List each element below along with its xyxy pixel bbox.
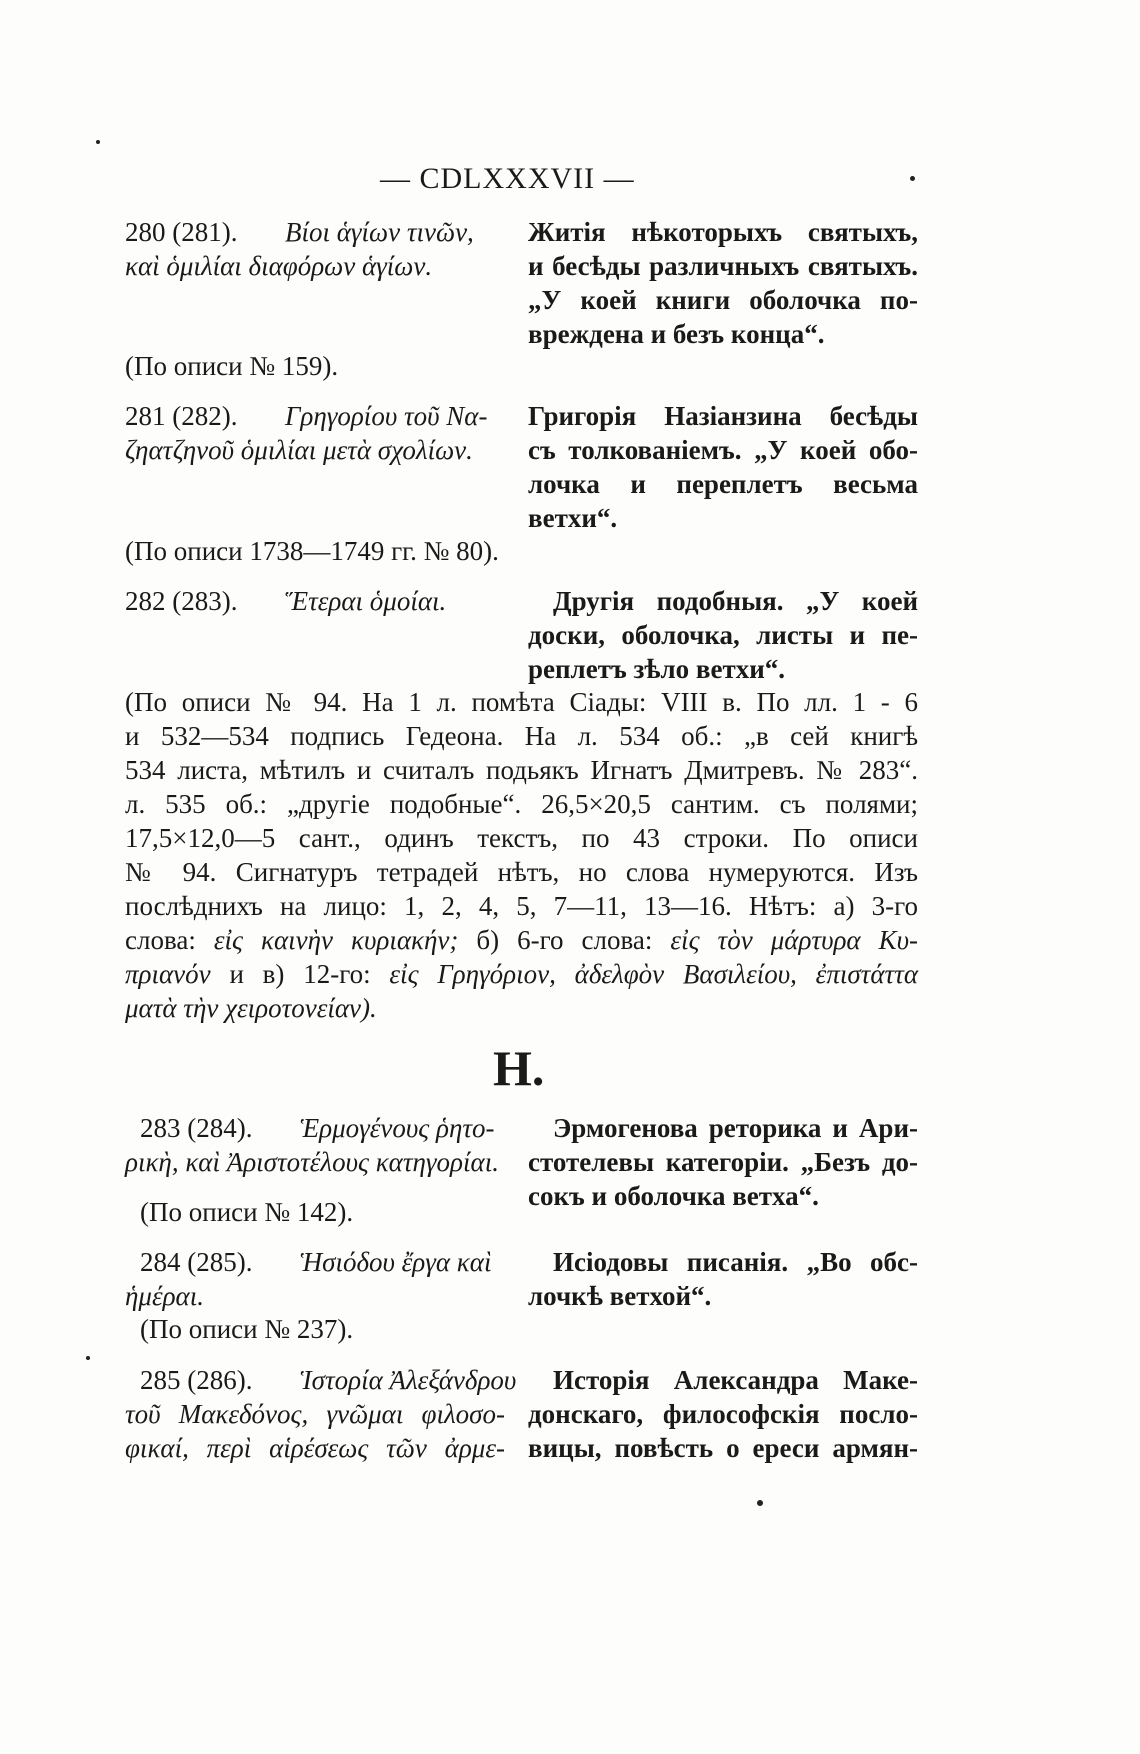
entry-282-note-line-4: л. 535 об.: „другіе подобные“. 26,5×20,5 сантим. съ полями; [125, 789, 918, 819]
entry-282-russian-line-2: доски, оболочка, листы и пе- [528, 620, 918, 650]
entry-281-russian-line-3: лочка и переплетъ весьма [528, 469, 918, 499]
entry-283-russian-line-3: сокъ и оболочка ветха“. [528, 1181, 819, 1211]
print-speck [96, 140, 100, 144]
entry-281-russian-line-2: съ толкованіемъ. „У коей обо- [528, 435, 918, 465]
entry-284-greek-line-1: Ἡσιόδου ἔργα καὶ [300, 1247, 492, 1277]
entry-282-note-line-2: и 532—534 подпись Гедеона. На л. 534 об.: „в сей книгѣ [125, 721, 918, 751]
entry-283-greek-line-1: Ἑρμογένους ῥητο- [300, 1113, 495, 1143]
entry-285-number: 285 (286). [140, 1365, 253, 1395]
entry-284-number: 284 (285). [140, 1247, 253, 1277]
entry-285-greek-line-1: Ἱστορία Ἀλεξάνδρου [300, 1365, 517, 1395]
entry-283-inventory: (По описи № 142). [140, 1197, 354, 1227]
entry-282-russian-line-3: реплетъ зѣло ветхи“. [528, 654, 786, 684]
entry-280-russian-line-4: вреждена и безъ конца“. [528, 319, 825, 349]
entry-281-inventory: (По описи 1738—1749 гг. № 80). [125, 536, 499, 566]
entry-282-note-line-5: 17,5×12,0—5 сант., одинъ текстъ, по 43 строки. По описи [125, 823, 918, 853]
entry-280-number: 280 (281). [125, 217, 238, 247]
entry-284-inventory: (По описи № 237). [140, 1314, 354, 1344]
entry-285-russian-line-2: донскаго, философскія посло- [528, 1399, 918, 1429]
entry-283-greek-line-2: ρικὴ, καὶ Ἀριστοτέλους κατηγορίαι. [125, 1147, 499, 1177]
entry-283-russian-line-1: Эрмогенова реторика и Ари- [553, 1113, 918, 1143]
entry-282-note-line-9: πριανόν и в) 12-го: εἰς Γρηγόριον, ἀδελφὸν Βασιλείου, ἐπιστάττα [125, 959, 918, 989]
entry-280-inventory: (По описи № 159). [125, 351, 339, 381]
entry-281-russian-line-1: Григорія Назіанзина бесѣды [528, 401, 918, 431]
entry-282-number: 282 (283). [125, 586, 238, 616]
print-speck [910, 176, 915, 181]
page-header: — CDLXXXVII — [380, 162, 635, 195]
entry-284-russian-line-1: Исіодовы писанія. „Во обс- [553, 1247, 918, 1277]
print-speck [86, 1356, 90, 1360]
entry-285-russian-line-1: Исторія Александра Маке- [553, 1365, 918, 1395]
entry-281-greek-line-2: ζηατζηνοῦ ὁμιλίαι μετὰ σχολίων. [125, 435, 473, 465]
entry-285-russian-line-3: вицы, повѣсть о ереси армян- [528, 1433, 918, 1463]
entry-282-note-line-3: 534 листа, мѣтилъ и считалъ подьякъ Игнатъ Дмитревъ. № 283“. [125, 755, 918, 785]
entry-282-russian-line-1: Другія подобныя. „У коей [553, 586, 918, 616]
entry-283-russian-line-2: стотелевы категоріи. „Безъ до- [528, 1147, 918, 1177]
entry-282-note-line-10: ματὰ τὴν χειροτονείαν). [125, 993, 377, 1023]
entry-284-russian-line-2: лочкѣ ветхой“. [528, 1281, 712, 1311]
entry-280-greek-line-2: καὶ ὁμιλίαι διαφόρων ἁγίων. [125, 251, 433, 281]
section-letter: Н. [493, 1040, 545, 1096]
print-speck [757, 1500, 763, 1506]
entry-281-russian-line-4: ветхи“. [528, 503, 618, 533]
entry-281-greek-line-1: Γρηγορίου τοῦ Να- [285, 401, 488, 431]
entry-280-russian-line-1: Житія нѣкоторыхъ святыхъ, [528, 217, 918, 247]
entry-280-greek-line-1: Βίοι ἁγίων τινῶν, [285, 217, 474, 247]
entry-281-number: 281 (282). [125, 401, 238, 431]
entry-282-greek-line-1: Ἕτεραι ὁμοίαι. [285, 586, 447, 616]
entry-282-note-line-6: № 94. Сигнатуръ тетрадей нѣтъ, но слова нумеруются. Изъ [125, 857, 918, 887]
entry-280-russian-line-3: „У коей книги оболочка по- [528, 285, 918, 315]
entry-283-number: 283 (284). [140, 1113, 253, 1143]
entry-282-note-line-1: (По описи № 94. На 1 л. помѣта Сіады: VIII в. По лл. 1 - 6 [125, 687, 918, 717]
entry-282-note-line-7: послѣднихъ на лицо: 1, 2, 4, 5, 7—11, 13—16. Нѣтъ: а) 3-го [125, 891, 918, 921]
entry-280-russian-line-2: и бесѣды различныхъ святыхъ. [528, 251, 918, 281]
entry-282-note-line-8: слова: εἰς καινὴν κυριακήν; б) 6-го слова: εἰς τὸν μάρτυρα Κυ- [125, 925, 919, 955]
entry-285-greek-line-3: φικαί, περὶ αἱρέσεως τῶν ἀρμε- [125, 1433, 505, 1463]
entry-285-greek-line-2: τοῦ Μακεδόνος, γνῶμαι φιλοσο- [125, 1399, 505, 1429]
entry-284-greek-line-2: ἡμέραι. [125, 1281, 204, 1311]
